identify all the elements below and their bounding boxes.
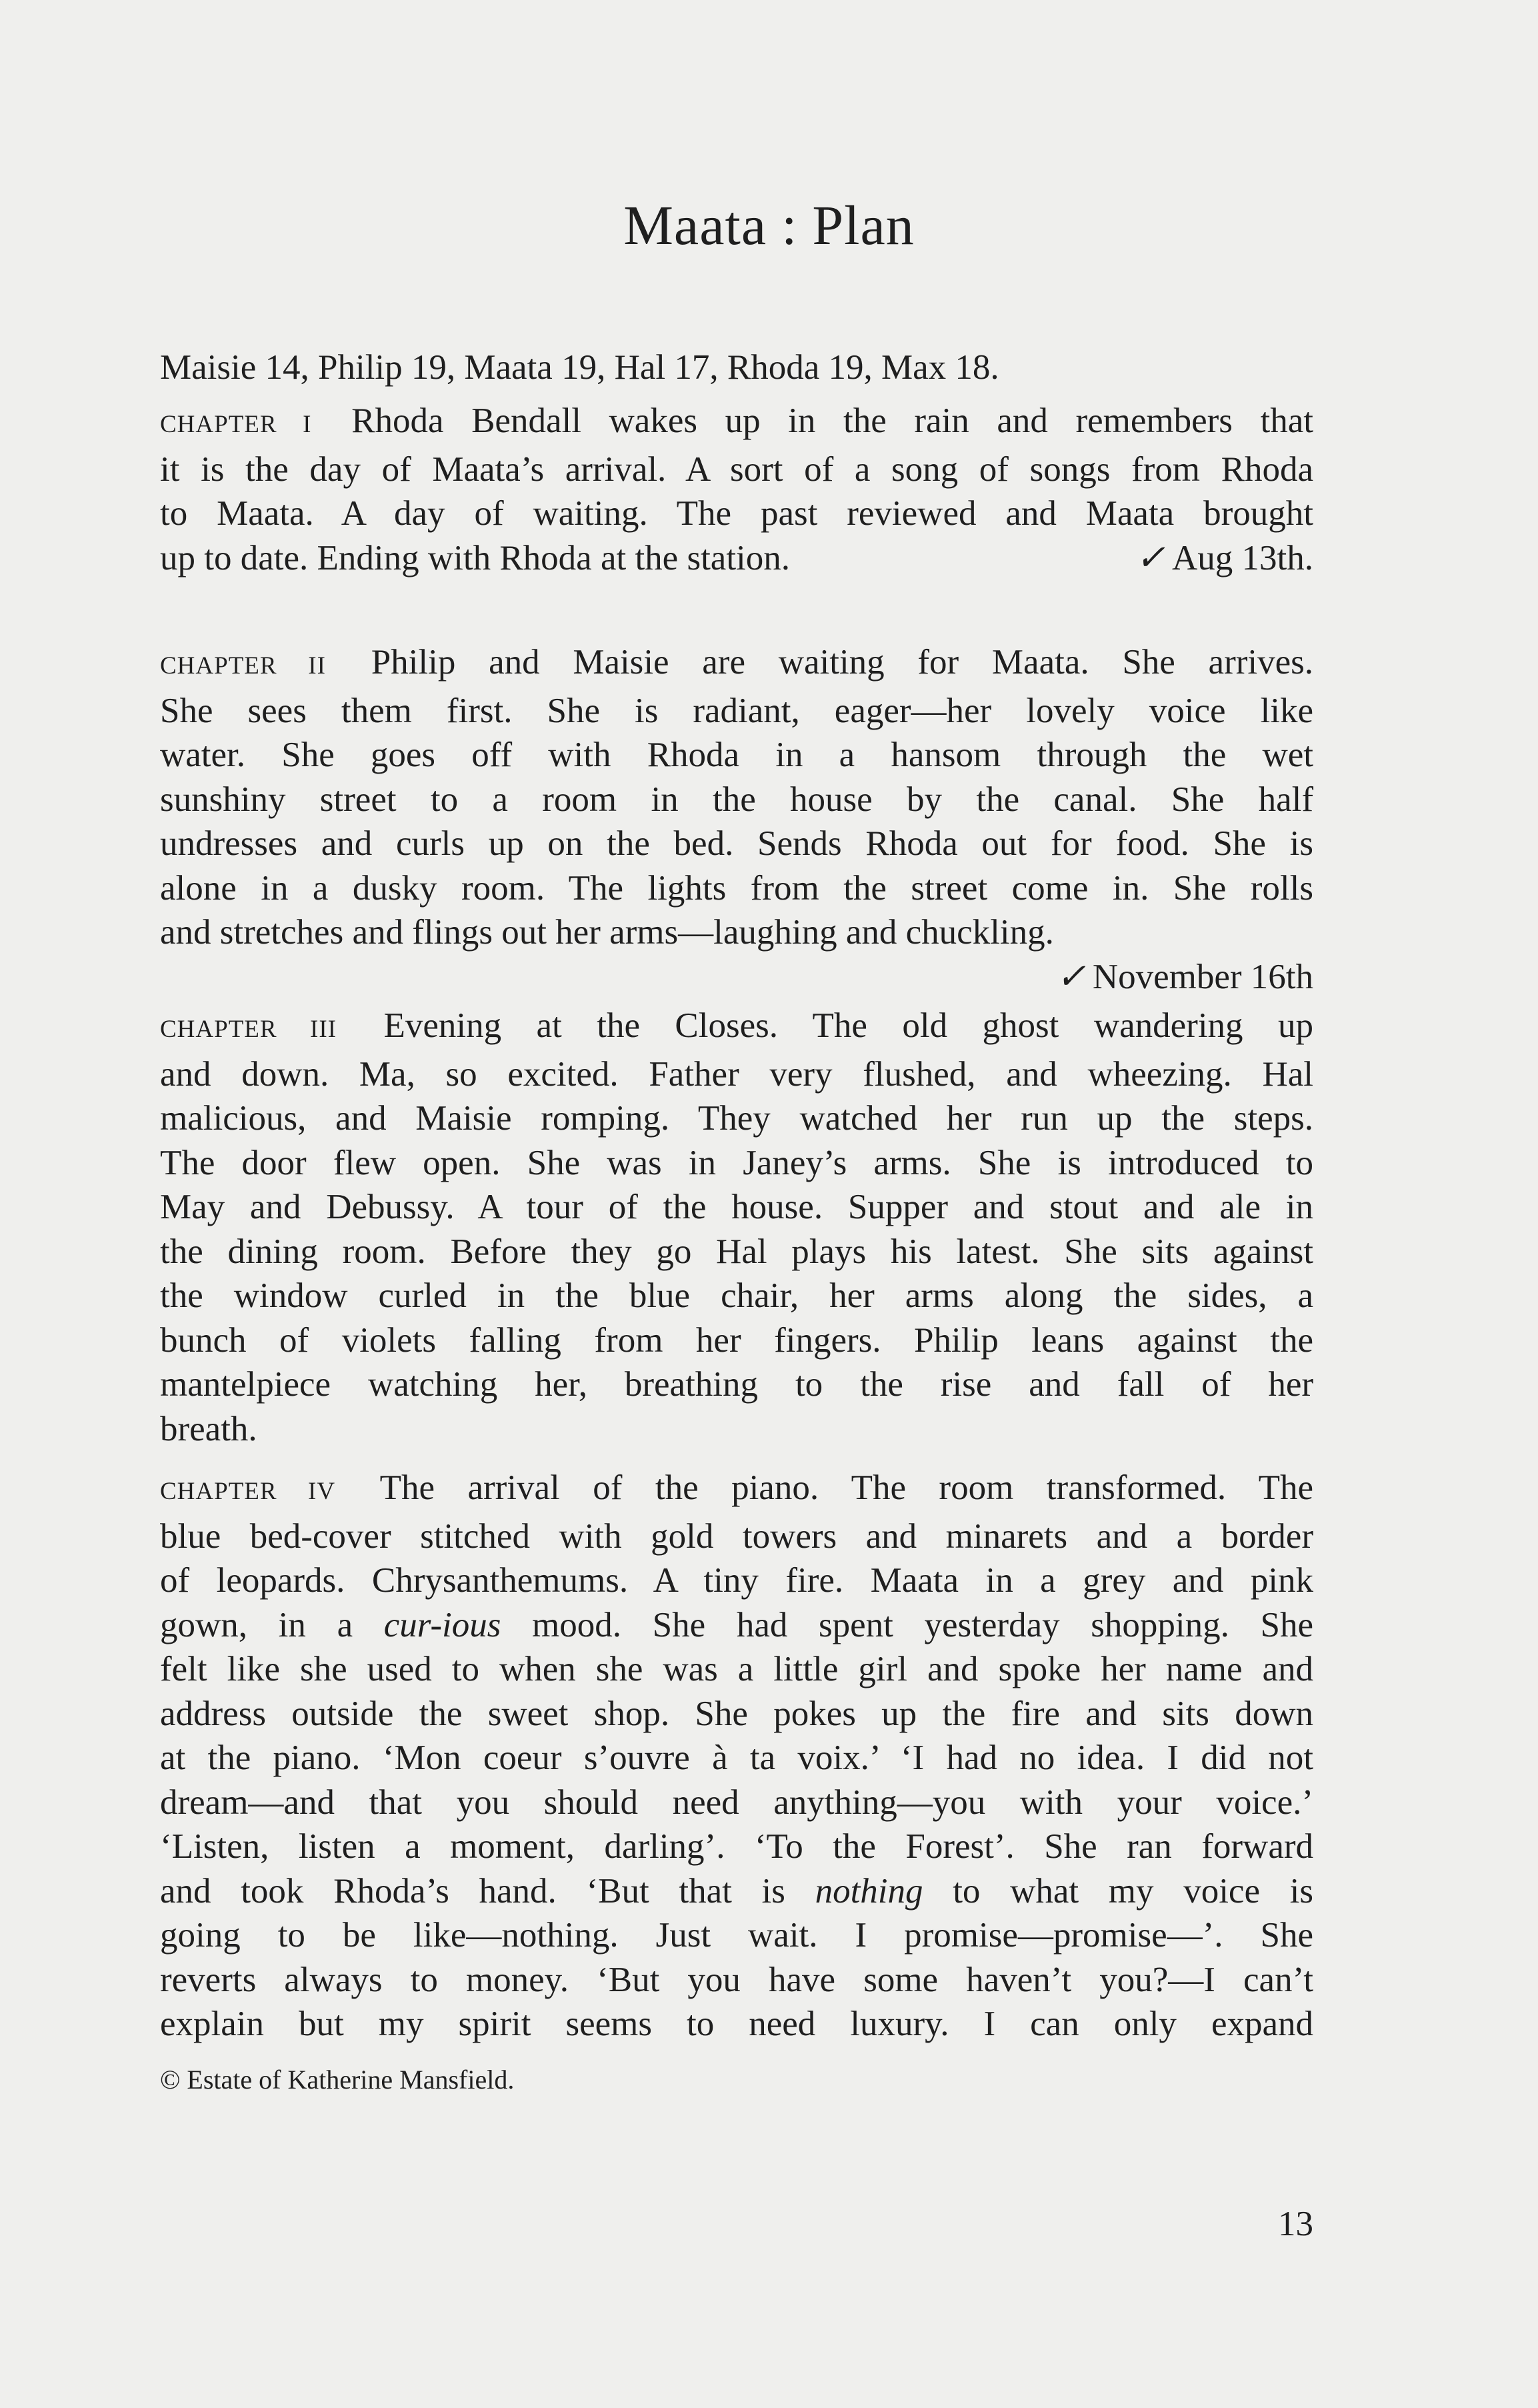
- chapter-line: and stretches and flings out her arms—laughing and chuckling.: [160, 913, 1054, 952]
- check-mark-icon: ✓: [1135, 538, 1165, 577]
- chapter-line: gown, in a cur-ious mood. She had spent yesterday shopping. She: [160, 1605, 1314, 1644]
- chapter-3: [160, 1004, 1313, 1451]
- chapter-1: [160, 399, 1313, 580]
- chapter-line: going to be like—nothing. Just wait. I promise—promise—’. She: [160, 1916, 1313, 1955]
- chapter-4: [160, 1466, 1313, 2047]
- chapter-date: ✓ Aug 13th.: [1135, 538, 1313, 577]
- chapter-line: The door flew open. She was in Janey’s arms. She is introduced to: [160, 1143, 1313, 1182]
- chapter-label: CHAPTER II: [160, 652, 326, 680]
- chapter-line: sunshiny street to a room in the house by the canal. She half: [160, 780, 1313, 819]
- page-title: Maata : Plan: [623, 195, 915, 257]
- emphasis: nothing: [815, 1871, 923, 1911]
- chapter-line: May and Debussy. A tour of the house. Supper and stout and ale in: [160, 1188, 1313, 1226]
- chapter-label: CHAPTER I: [160, 411, 312, 438]
- check-mark-icon: ✓: [1056, 957, 1086, 996]
- chapter-line: the window curled in the blue chair, her arms along the sides, a: [160, 1276, 1313, 1315]
- character-ages: Maisie 14, Philip 19, Maata 19, Hal 17, Rhoda 19, Max 18.: [160, 348, 999, 387]
- chapter-line: and down. Ma, so excited. Father very flushed, and wheezing. Hal: [160, 1054, 1313, 1094]
- chapter-line: reverts always to money. ‘But you have some haven’t you?—I can’t: [160, 1960, 1313, 1999]
- chapter-line: CHAPTER IV The arrival of the piano. The room transformed. The: [160, 1468, 1314, 1507]
- chapter-line: to Maata. A day of waiting. The past reviewed and Maata brought: [160, 494, 1313, 533]
- chapter-date: ✓ November 16th: [1056, 957, 1313, 996]
- chapter-line: dream—and that you should need anything—you with your voice.’: [160, 1782, 1313, 1822]
- chapter-line: alone in a dusky room. The lights from the street come in. She rolls: [160, 868, 1313, 908]
- chapter-line: at the piano. ‘Mon coeur s’ouvre à ta voix.’ ‘I had no idea. I did not: [160, 1738, 1313, 1777]
- chapter-line: CHAPTER III Evening at the Closes. The old ghost wandering up: [160, 1006, 1314, 1045]
- chapter-line: mantelpiece watching her, breathing to the rise and fall of her: [160, 1365, 1313, 1404]
- chapter-line: bunch of violets falling from her fingers. Philip leans against the: [160, 1320, 1313, 1360]
- chapter-line: of leopards. Chrysanthemums. A tiny fire. Maata in a grey and pink: [160, 1561, 1313, 1600]
- chapter-2: [160, 640, 1313, 999]
- chapter-line: explain but my spirit seems to need luxury. I can only expand: [160, 2005, 1313, 2043]
- chapter-line: CHAPTER II Philip and Maisie are waiting for Maata. She arrives.: [160, 643, 1314, 682]
- chapter-line: ‘Listen, listen a moment, darling’. ‘To the Forest’. She ran forward: [160, 1827, 1313, 1866]
- chapter-line: it is the day of Maata’s arrival. A sort of a song of songs from Rhoda: [160, 449, 1313, 489]
- chapter-line: She sees them first. She is radiant, eager—her lovely voice like: [160, 691, 1313, 730]
- chapter-line: up to date. Ending with Rhoda at the station. ✓ Aug 13th.: [160, 536, 1313, 581]
- chapter-line: address outside the sweet shop. She pokes up the fire and sits down: [160, 1694, 1313, 1733]
- chapter-line: breath.: [160, 1409, 257, 1448]
- chapter-line: felt like she used to when she was a little girl and spoke her name and: [160, 1650, 1313, 1688]
- chapter-line: CHAPTER I Rhoda Bendall wakes up in the rain and remembers that: [160, 401, 1313, 440]
- chapter-line: and took Rhoda’s hand. ‘But that is nothing to what my voice is: [160, 1871, 1314, 1911]
- chapter-line: water. She goes off with Rhoda in a hansom through the wet: [160, 736, 1313, 774]
- copyright-notice: © Estate of Katherine Mansfield.: [160, 2065, 515, 2095]
- emphasis: cur-ious: [383, 1605, 501, 1644]
- chapter-line: the dining room. Before they go Hal plays his latest. She sits against: [160, 1232, 1313, 1271]
- chapter-label: CHAPTER IV: [160, 1478, 336, 1505]
- chapter-line: blue bed-cover stitched with gold towers and minarets and a border: [160, 1516, 1313, 1556]
- chapter-label: CHAPTER III: [160, 1016, 337, 1043]
- chapter-line: undresses and curls up on the bed. Sends Rhoda out for food. She is: [160, 824, 1313, 863]
- page-number: 13: [1278, 2205, 1313, 2243]
- chapter-line: malicious, and Maisie romping. They watched her run up the steps.: [160, 1099, 1313, 1138]
